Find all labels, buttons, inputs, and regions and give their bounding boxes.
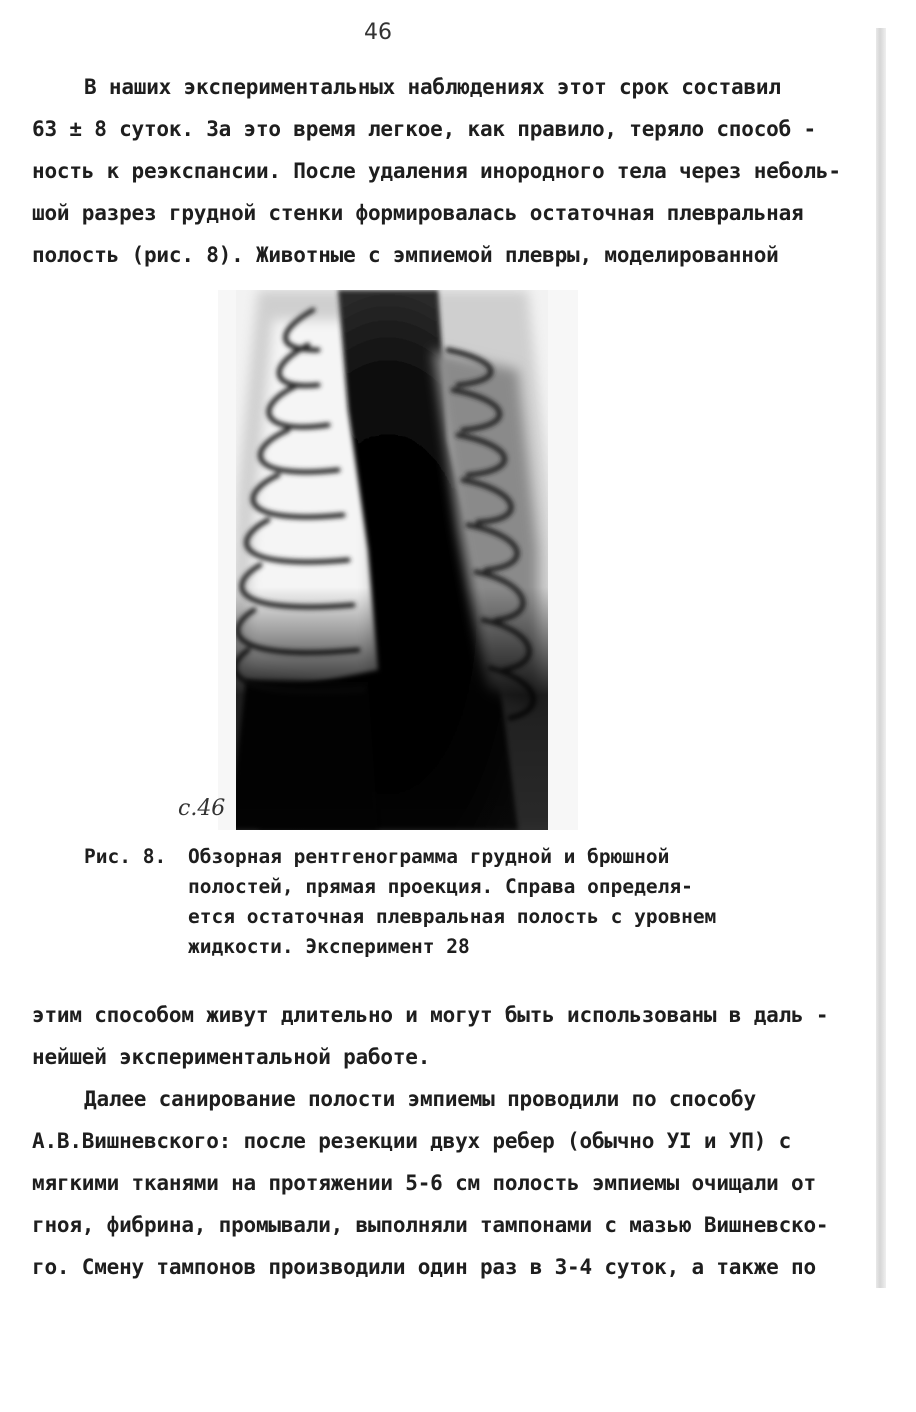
paragraph-1 xyxy=(32,66,862,276)
caption-line: ется остаточная плевральная полость с уровнем xyxy=(188,905,717,928)
text-line: А.В.Вишневского: после резекции двух ребер (обычно УI и УП) с xyxy=(32,1129,792,1153)
paragraph-2 xyxy=(32,994,862,1078)
caption-line: полостей, прямая проекция. Справа определя- xyxy=(188,875,693,898)
handwritten-page-ref: с.46 xyxy=(178,796,226,821)
xray-image xyxy=(218,290,578,830)
text-line: нейшей экспериментальной работе. xyxy=(32,1045,431,1069)
text-line: гноя, фибрина, промывали, выполняли тампонами с мазью Вишневско- xyxy=(32,1213,829,1237)
text-line: В наших экспериментальных наблюдениях этот срок составил xyxy=(84,75,781,99)
text-line: этим способом живут длительно и могут быть использованы в даль - xyxy=(32,1003,829,1027)
paragraph-3 xyxy=(32,1078,862,1288)
text-line: го. Смену тампонов производили один раз в 3-4 суток, а также по xyxy=(32,1255,816,1279)
caption-line xyxy=(84,842,804,872)
text-line: ность к реэкспансии. После удаления инородного тела через неболь- xyxy=(32,159,841,183)
text-line: полость (рис. 8). Животные с эмпиемой плевры, моделированной xyxy=(32,243,779,267)
page-margin-shadow xyxy=(876,28,886,1288)
caption-label: Рис. 8. xyxy=(84,845,167,868)
caption-text: Обзорная рентгенограмма грудной и брюшной xyxy=(188,845,670,868)
text-line: шой разрез грудной стенки формировалась остаточная плевральная xyxy=(32,201,804,225)
text-line: 63 ± 8 суток. За это время легкое, как правило, теряло способ - xyxy=(32,117,816,141)
caption-line: жидкости. Эксперимент 28 xyxy=(188,935,470,958)
text-line: мягкими тканями на протяжении 5-6 см полость эмпиемы очищали от xyxy=(32,1171,816,1195)
text-line: Далее санирование полости эмпиемы проводили по способу xyxy=(84,1087,756,1111)
page-number: 46 xyxy=(364,20,392,45)
figure-caption xyxy=(84,842,804,962)
